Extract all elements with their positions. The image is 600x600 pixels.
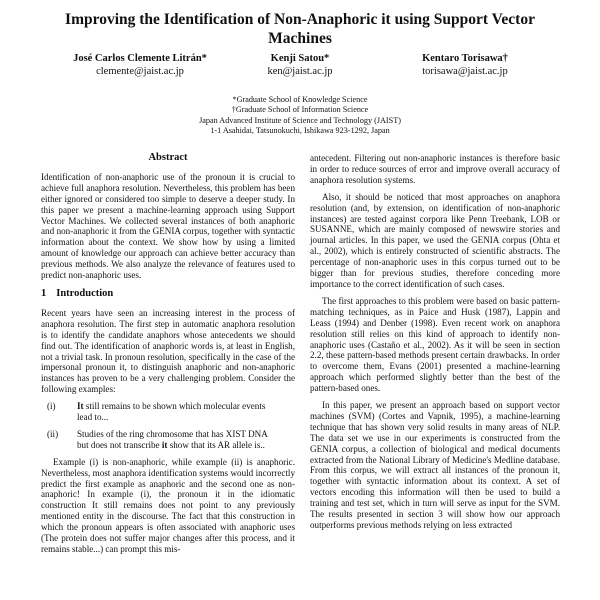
example-label: (ii) (47, 428, 59, 439)
section-title: Introduction (56, 287, 114, 299)
affiliation-line: Japan Advanced Institute of Science and Technology (JAIST) (199, 115, 401, 125)
affiliation-line: 1-1 Asahidai, Tatsunokuchi, Ishikawa 923-1292, Japan (210, 126, 390, 136)
author-3-email: torisawa@jaist.ac.jp (422, 66, 508, 77)
affiliation-block (100, 95, 500, 137)
right-paragraph-4: In this paper, we present an approach based on support vector machines (SVM) (Cortes and Vapnik, 1995), a machine-learning technique that has shown very solid results in many areas of NLP. The data set we use in our experiments is constructed from the GENIA corpus, a collection of biological and medical documents extracted from the National Library of Medicine's Medline database. From this corpus, we will extract all instances of the pronoun it, together with syntactic information about its context. A set of vectors encoding this information will then be used to build a training and test set, which in turn will serve as input for the SVM. The results presented in section 3 will show how our approach outperforms previous methods relying on less extracted (310, 400, 560, 530)
section-number: 1 (41, 287, 47, 299)
example-ii (41, 429, 295, 451)
section-heading-introduction (41, 289, 295, 300)
author-2-name: Kenji Satou* (270, 53, 330, 64)
affiliation-line: †Graduate School of Information Science (231, 105, 369, 115)
author-1-name: José Carlos Clemente Litrán* (73, 53, 207, 64)
right-paragraph-3: The first approaches to this problem were based on basic pattern-matching techniques, as in Paice and Husk (1987), Lappin and Leass (1994) and Denber (1998). Even recent work on anaphora resolution still relies on this kind of approach to identify non-anaphoric uses (Castaño et al., 2002). As it will be seen in section 2.2, these pattern-based methods present certain drawbacks. In order to overcome them, Evans (2001) presented a machine-learning approach which performed slightly better than the best of the pattern-based ones. (310, 295, 560, 394)
author-1 (40, 52, 240, 78)
example-keyword: It (77, 401, 84, 412)
author-2-email: ken@jaist.ac.jp (267, 66, 333, 77)
example-label: (i) (47, 401, 56, 412)
example-rest: still remains to be shown which molecular events lead to... (77, 401, 266, 423)
example-pre: Studies of the ring chromosome that has XIST DNA but does not transcribe (77, 428, 268, 450)
paper-title: Improving the Identification of Non-Anaphoric it using Support Vector Machines (65, 11, 535, 47)
example-text (77, 401, 295, 423)
author-1-email: clemente@jaist.ac.jp (96, 66, 184, 77)
intro-paragraph-1: Recent years have seen an increasing interest in the process of anaphora resolution. The first step in automatic anaphora resolution is to identify the candidate anaphors whose antecedents we should find out. The identification of anaphoric words is, at least in English, not a trivial task. In pronoun resolution, specifically in the case of the impersonal pronoun it, to distinguish anaphoric and non-anaphoric instances has proven to be a very challenging problem. Consider the following examples: (41, 307, 295, 395)
intro-paragraph-2: Example (i) is non-anaphoric, while example (ii) is anaphoric. Nevertheless, most anaphora identification systems would incorrectly predict the first example as anaphoric and the second one as non-anaphoric! In example (i), the pronoun it in the idiomatic construction It still remains does not point to any previously mentioned entity in the discourse. The fact that this construction in which the pronoun appears is often associated with anaphoric uses (The protein does not suffer major changes after this process, and it remains stable...) can prompt this mis- (41, 456, 295, 554)
right-column (310, 153, 560, 537)
right-paragraph-1: antecedent. Filtering out non-anaphoric instances is therefore basic in order to reduce sources of error and improve overall accuracy of anaphora resolution systems. (310, 153, 560, 185)
abstract-text: Identification of non-anaphoric use of the pronoun it is crucial to achieve full anaphora resolution. Nevertheless, this problem has been either ignored or considered too simple to deserve a deeper study. In this paper we present a machine-learning approach using Support Vector Machines. We collected several instances of both anaphoric and non-anaphoric it from the GENIA corpus, together with syntactic information about the context. We show how by using a limited amount of knowledge our approach can achieve better accuracy than previous methods. We also analyze the relevance of features used to predict non-anaphoric uses. (41, 171, 295, 281)
author-3 (370, 52, 560, 78)
example-post: show that its AR allele is.. (167, 439, 265, 450)
example-i (41, 401, 295, 423)
author-3-name: Kentaro Torisawa† (422, 53, 508, 64)
right-paragraph-2: Also, it should be noticed that most approaches on anaphora resolution (and, by extension, on identification of non-anaphoric instances) are tested against corpora like Penn Treebank, LOB or SUSANNE, which are mainly composed of newswire stories and journal articles. In this paper, we used the GENIA corpus (Ohta et al., 2002), which is entirely constructed of scientific abstracts. The percentage of non-anaphoric uses in this corpus turned out to be bigger than for previous studies, therefore conceding more importance to the correct identification of such cases. (310, 191, 560, 289)
example-text (77, 429, 295, 451)
example-keyword: it (161, 439, 168, 450)
abstract-heading: Abstract (148, 152, 188, 163)
author-2 (235, 52, 365, 78)
left-column (41, 153, 295, 561)
affiliation-line: *Graduate School of Knowledge Science (232, 95, 368, 104)
